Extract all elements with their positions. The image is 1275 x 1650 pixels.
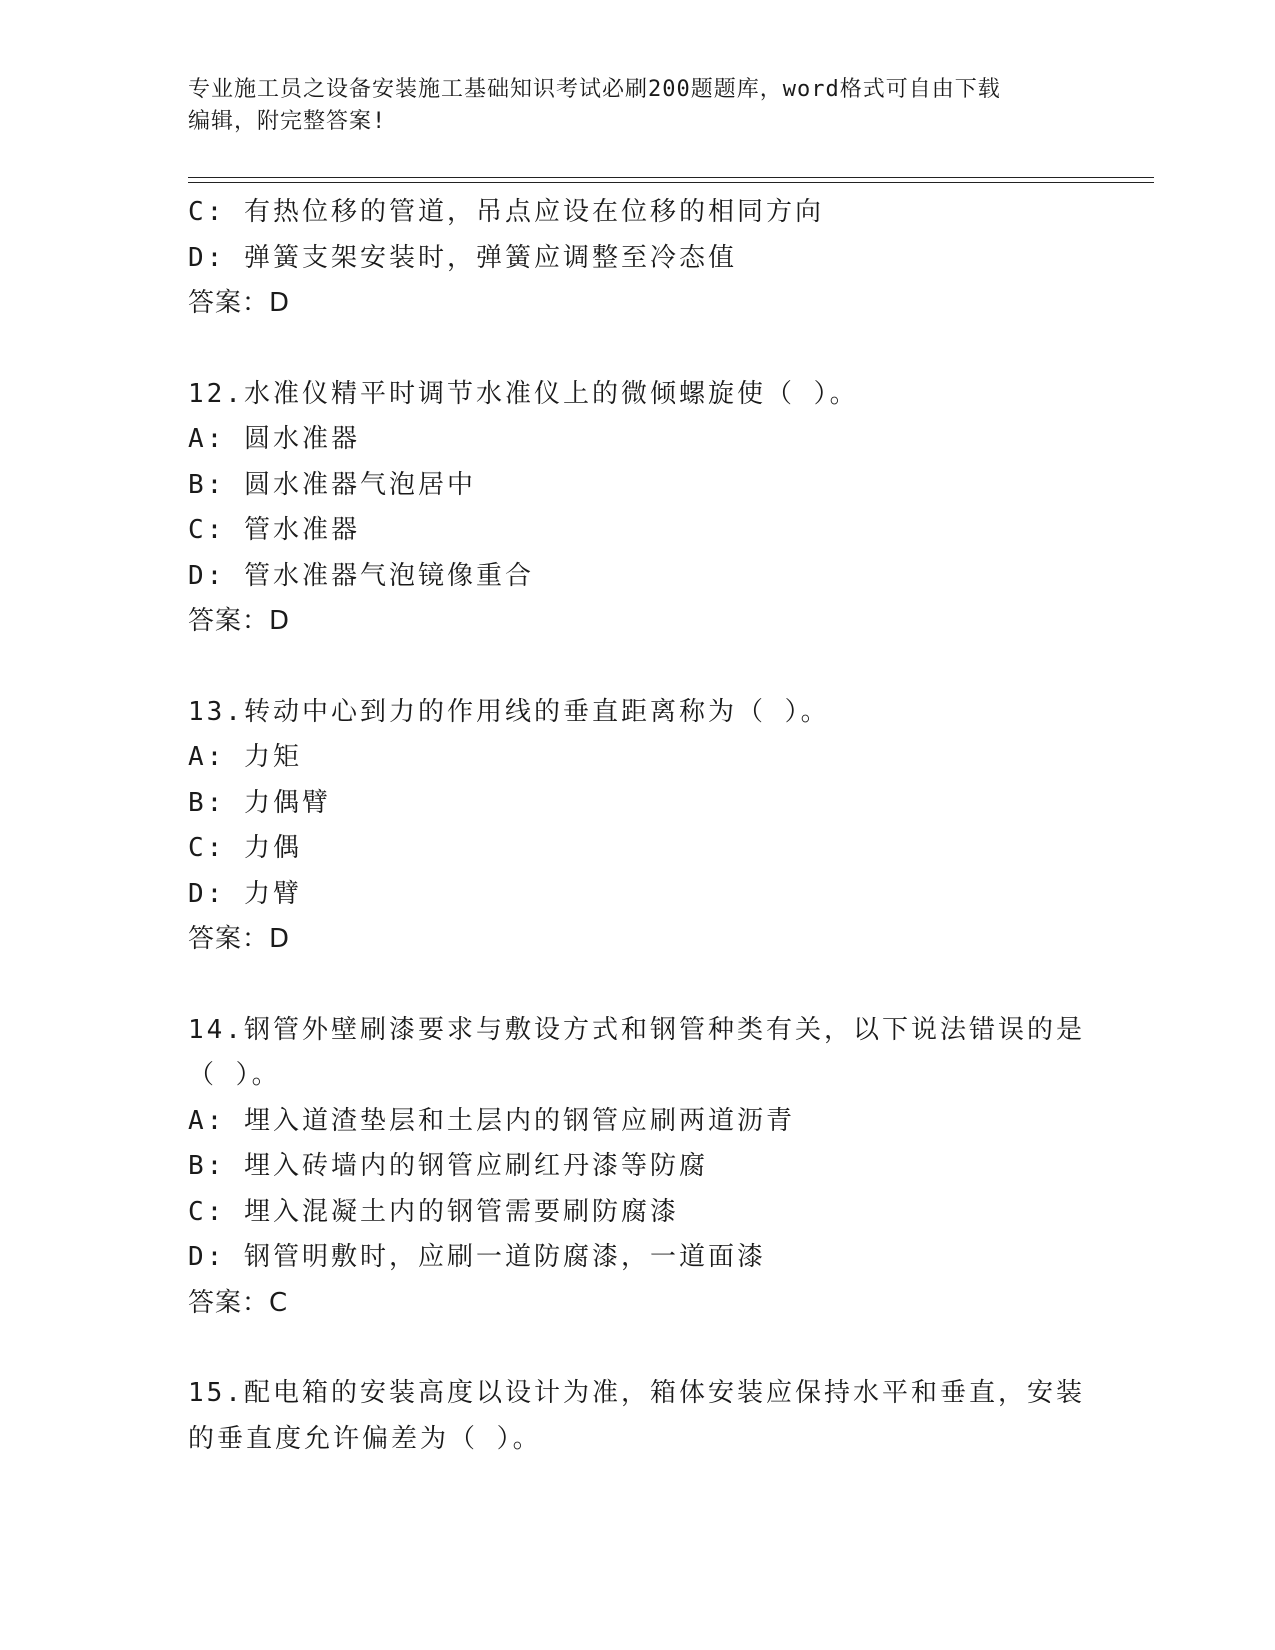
q15-question-line-2: 的垂直度允许偏差为（ ）。 xyxy=(188,1423,542,1454)
page-header xyxy=(188,74,1088,138)
q13-option-b: B: 力偶臂 xyxy=(188,787,331,818)
q12-option-c: C: 管水准器 xyxy=(188,515,360,545)
q12-answer: 答案：D xyxy=(188,606,291,636)
q15-question-line-1: 15.配电箱的安装高度以设计为准，箱体安装应保持水平和垂直，安装 xyxy=(188,1378,1085,1408)
q12-option-a: A: 圆水准器 xyxy=(188,424,360,454)
header-line-1: 专业施工员之设备安装施工基础知识考试必刷200题题库，word格式可自由下载 xyxy=(188,77,1001,102)
spacer xyxy=(188,963,1088,1008)
q14-question-line-2: （ ）。 xyxy=(188,1060,281,1090)
q11-option-c: C: 有热位移的管道，吊点应设在位移的相同方向 xyxy=(188,197,824,227)
q11-option-d: D: 弹簧支架安装时，弹簧应调整至冷态值 xyxy=(188,242,737,273)
q14-question-line-1: 14.钢管外壁刷漆要求与敷设方式和钢管种类有关，以下说法错误的是 xyxy=(188,1014,1085,1045)
header-divider-top xyxy=(188,177,1154,178)
spacer xyxy=(188,1326,1088,1371)
q14-option-a: A: 埋入道渣垫层和土层内的钢管应刷两道沥青 xyxy=(188,1105,795,1136)
q12-option-b: B: 圆水准器气泡居中 xyxy=(188,469,476,500)
header-divider-bottom xyxy=(188,182,1154,183)
q13-option-d: D: 力臂 xyxy=(188,878,302,909)
question-list xyxy=(188,190,1088,1462)
q12-question: 12.水准仪精平时调节水准仪上的微倾螺旋使（ ）。 xyxy=(188,378,859,409)
question-12 xyxy=(188,372,1088,645)
q11-answer: 答案：D xyxy=(188,288,291,318)
question-13 xyxy=(188,690,1088,963)
q14-option-b: B: 埋入砖墙内的钢管应刷红丹漆等防腐 xyxy=(188,1151,708,1181)
spacer xyxy=(188,645,1088,690)
q13-answer: 答案：D xyxy=(188,924,291,954)
question-15 xyxy=(188,1371,1088,1462)
q14-answer: 答案：C xyxy=(188,1287,289,1318)
q14-option-d: D: 钢管明敷时，应刷一道防腐漆，一道面漆 xyxy=(188,1242,766,1272)
spacer xyxy=(188,327,1088,372)
q12-option-d: D: 管水准器气泡镜像重合 xyxy=(188,560,534,591)
question-14 xyxy=(188,1008,1088,1327)
question-11 xyxy=(188,190,1088,327)
q13-option-a: A: 力矩 xyxy=(188,742,302,772)
q13-option-c: C: 力偶 xyxy=(188,833,302,863)
q13-question: 13.转动中心到力的作用线的垂直距离称为（ ）。 xyxy=(188,696,830,727)
header-line-2: 编辑，附完整答案! xyxy=(188,109,387,134)
q14-option-c: C: 埋入混凝土内的钢管需要刷防腐漆 xyxy=(188,1196,679,1227)
